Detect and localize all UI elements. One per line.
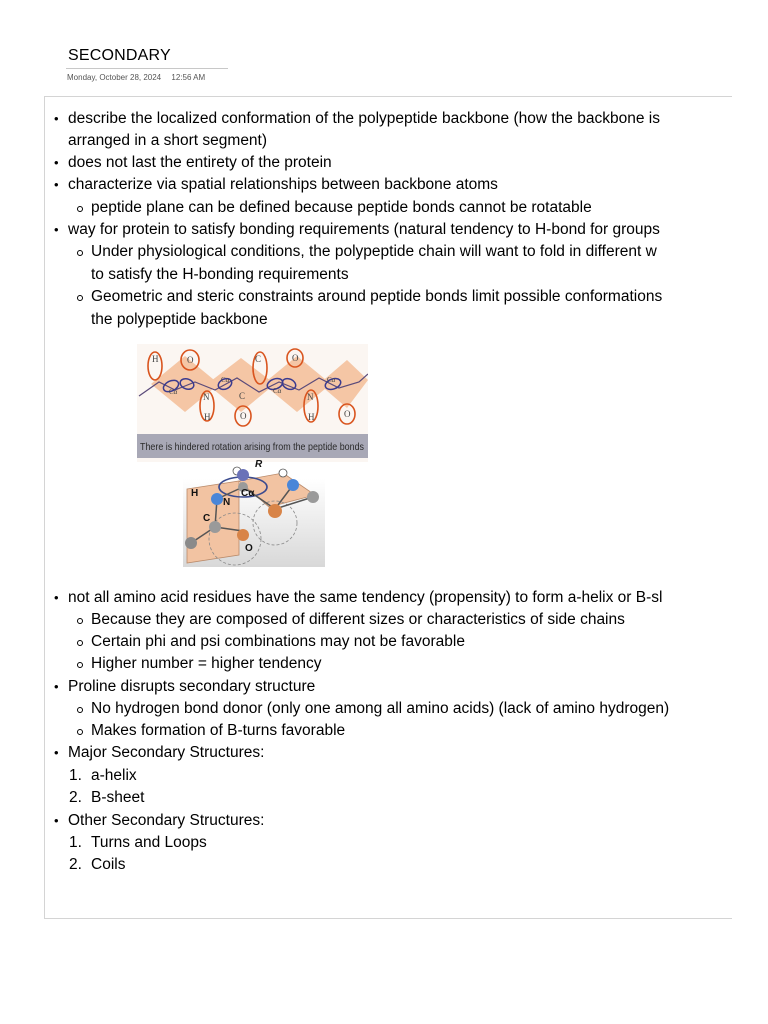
atom-label: C xyxy=(203,513,211,524)
note-container[interactable] xyxy=(44,96,732,919)
atom-sphere xyxy=(209,521,221,533)
atom-label: H xyxy=(191,488,199,499)
atom-label: H xyxy=(308,412,315,422)
list-item[interactable]: characterize via spatial relationships between backbone atoms xyxy=(68,176,498,193)
bullet-dot: • xyxy=(54,813,59,828)
atom-sphere xyxy=(211,493,223,505)
sub-list-item-continuation[interactable]: the polypeptide backbone xyxy=(91,311,268,328)
atom-sphere xyxy=(237,529,249,541)
list-item[interactable]: Other Secondary Structures: xyxy=(68,812,265,829)
atom-sphere xyxy=(237,469,249,481)
sub-bullet-circle xyxy=(77,618,83,624)
note-date: Monday, October 28, 2024 xyxy=(67,73,162,82)
atom-label: Cα xyxy=(169,388,178,396)
sub-bullet-circle xyxy=(77,707,83,713)
numbered-item[interactable]: Coils xyxy=(91,856,126,873)
bullet-dot: • xyxy=(54,745,59,760)
bullet-dot: • xyxy=(54,222,59,237)
numbered-item[interactable]: a-helix xyxy=(91,767,137,784)
bullet-dot: • xyxy=(54,590,59,605)
atom-label: O xyxy=(344,409,351,419)
sub-list-item[interactable]: Makes formation of B-turns favorable xyxy=(91,722,346,739)
atom-label: Cα xyxy=(221,376,230,384)
sub-bullet-circle xyxy=(77,250,83,256)
sub-bullet-circle xyxy=(77,640,83,646)
sub-list-item[interactable]: Higher number = higher tendency xyxy=(91,655,322,672)
bullet-dot: • xyxy=(54,111,59,126)
atom-sphere xyxy=(185,537,197,549)
atom-sphere xyxy=(268,504,282,518)
bullet-dot: • xyxy=(54,155,59,170)
numbered-item[interactable]: B-sheet xyxy=(91,789,145,806)
page-title[interactable]: SECONDARY xyxy=(68,47,171,64)
list-number: 2. xyxy=(69,789,82,806)
sub-bullet-circle xyxy=(77,295,83,301)
atom-label: N xyxy=(223,497,231,508)
sub-bullet-circle xyxy=(77,662,83,668)
atom-label: O xyxy=(245,543,253,554)
numbered-item[interactable]: Turns and Loops xyxy=(91,834,207,851)
list-item[interactable]: describe the localized conformation of the polypeptide backbone (how the backbone is xyxy=(68,110,660,127)
atom-sphere xyxy=(307,491,319,503)
atom-label: C xyxy=(255,354,262,364)
sub-list-item[interactable]: Certain phi and psi combinations may not be favorable xyxy=(91,633,465,650)
note-time: 12:56 AM xyxy=(171,73,206,82)
list-number: 2. xyxy=(69,856,82,873)
peptide-bond-3d-figure[interactable] xyxy=(183,459,325,567)
sub-list-item[interactable]: No hydrogen bond donor (only one among all amino acids) (lack of amino hydrogen) xyxy=(91,700,670,717)
sub-list-item[interactable]: Because they are composed of different sizes or characteristics of side chains xyxy=(91,611,625,628)
atom-label: O xyxy=(292,353,299,363)
atom-label: Cα xyxy=(273,387,282,395)
atom-label: R xyxy=(255,459,263,470)
sub-bullet-circle xyxy=(77,206,83,212)
list-item[interactable]: Major Secondary Structures: xyxy=(68,744,265,761)
list-item[interactable]: way for protein to satisfy bonding requirements (natural tendency to H-bond for groups xyxy=(68,221,660,238)
list-number: 1. xyxy=(69,767,82,784)
atom-label: N xyxy=(307,392,314,402)
list-number: 1. xyxy=(69,834,82,851)
atom-label: C xyxy=(239,391,246,401)
atom-sphere xyxy=(279,469,287,477)
sub-list-item-continuation[interactable]: to satisfy the H-bonding requirements xyxy=(91,266,349,283)
sub-bullet-circle xyxy=(77,729,83,735)
bullet-dot: • xyxy=(54,177,59,192)
sub-list-item[interactable]: Under physiological conditions, the polypeptide chain will want to fold in different w xyxy=(91,243,657,260)
atom-sphere xyxy=(287,479,299,491)
list-item-continuation[interactable]: arranged in a short segment) xyxy=(68,132,268,149)
atom-label: Cα xyxy=(327,376,336,384)
list-item[interactable]: not all amino acid residues have the same tendency (propensity) to form a-helix or B-sl xyxy=(68,589,663,606)
atom-label: O xyxy=(240,411,247,421)
peptide-plane-figure[interactable] xyxy=(137,344,368,462)
atom-label: N xyxy=(203,392,210,402)
list-item[interactable]: Proline disrupts secondary structure xyxy=(68,678,316,695)
figure-caption: There is hindered rotation arising from the peptide bonds xyxy=(140,442,364,453)
sub-list-item[interactable]: Geometric and steric constraints around peptide bonds limit possible conformations xyxy=(91,288,663,305)
note-timestamp xyxy=(67,73,205,82)
title-divider xyxy=(66,68,228,69)
bullet-dot: • xyxy=(54,679,59,694)
atom-label: O xyxy=(187,355,194,365)
atom-label: Cα xyxy=(241,488,255,499)
list-item[interactable]: does not last the entirety of the protein xyxy=(68,154,332,171)
atom-label: H xyxy=(204,412,211,422)
atom-label: H xyxy=(152,354,159,364)
sub-list-item[interactable]: peptide plane can be defined because peptide bonds cannot be rotatable xyxy=(91,199,592,216)
